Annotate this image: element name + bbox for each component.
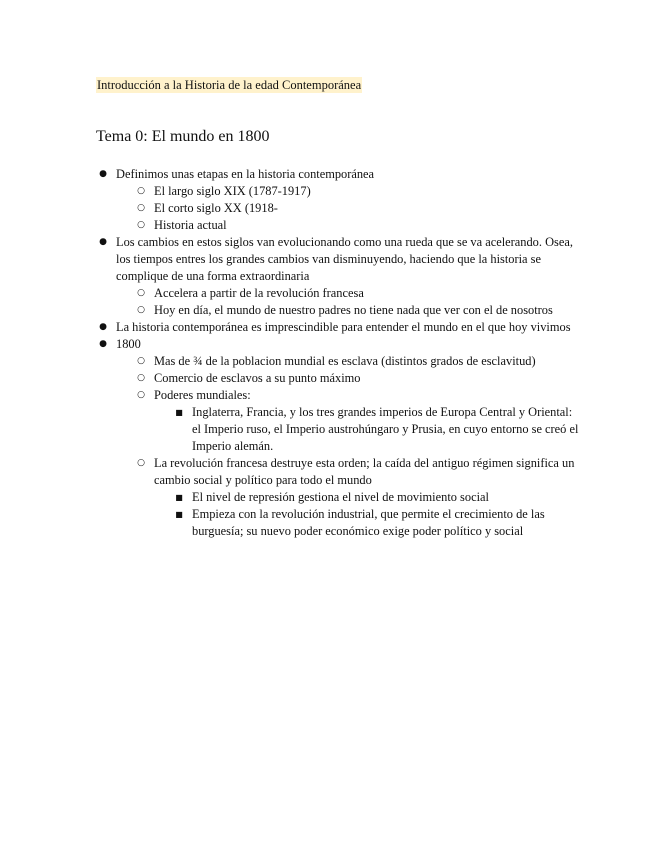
list-item-text: Mas de ¾ de la poblacion mundial es esclava (distintos grados de esclavitud) — [154, 354, 536, 368]
bullet-square-icon: ■ — [175, 408, 183, 417]
list-item-text: Hoy en día, el mundo de nuestro padres no tiene nada que ver con el de nosotros — [154, 303, 553, 317]
list-item-text: Inglaterra, Francia, y los tres grandes imperios de Europa Central y Oriental: el Imperio ruso, el Imperio austrohúngaro y Prusia, en cuyo entorno se creó el Imperio alemán. — [192, 405, 579, 453]
notes-list — [96, 166, 582, 540]
course-title: Introducción a la Historia de la edad Contemporánea — [97, 78, 362, 92]
bullet-circle-icon: ○ — [137, 373, 145, 383]
list-item-text: El corto siglo XX (1918- — [154, 201, 278, 215]
topic-heading: Tema 0: El mundo en 1800 — [96, 128, 270, 145]
list-item — [134, 353, 582, 370]
list-item-text: Accelera a partir de la revolución francesa — [154, 286, 364, 300]
bullet-square-icon: ■ — [175, 493, 183, 502]
bullet-disc-icon: ● — [99, 169, 107, 179]
list-item — [172, 506, 582, 540]
list-item — [96, 319, 582, 336]
bullet-disc-icon: ● — [99, 237, 107, 247]
list-item — [134, 183, 582, 200]
bullet-disc-icon: ● — [99, 322, 107, 332]
list-item-text: Poderes mundiales: — [154, 388, 251, 402]
list-item-text: La revolución francesa destruye esta orden; la caída del antiguo régimen significa un cambio social y político para todo el mundo — [154, 456, 575, 487]
list-item-text: Empieza con la revolución industrial, que permite el crecimiento de las burguesía; su nuevo poder económico exige poder político y social — [192, 507, 545, 538]
list-item — [134, 387, 582, 455]
list-item-text: El largo siglo XIX (1787-1917) — [154, 184, 311, 198]
bullet-square-icon: ■ — [175, 510, 183, 519]
bullet-circle-icon: ○ — [137, 458, 145, 468]
list-item — [96, 166, 582, 234]
list-item-text: El nivel de represión gestiona el nivel de movimiento social — [192, 490, 489, 504]
list-item — [172, 404, 582, 455]
list-item — [134, 217, 582, 234]
list-item-text: Historia actual — [154, 218, 227, 232]
list-item — [134, 302, 582, 319]
bullet-circle-icon: ○ — [137, 186, 145, 196]
list-item — [96, 234, 582, 319]
bullet-disc-icon: ● — [99, 339, 107, 349]
bullet-circle-icon: ○ — [137, 356, 145, 366]
list-item-text: La historia contemporánea es imprescindible para entender el mundo en el que hoy vivimos — [116, 320, 571, 334]
list-item — [134, 370, 582, 387]
bullet-circle-icon: ○ — [137, 288, 145, 298]
list-item-text: Los cambios en estos siglos van evolucionando como una rueda que se va acelerando. Osea, los tiempos entres los grandes cambios van disminuyendo, haciendo que la historia se complique de una forma extraordinaria — [116, 235, 573, 283]
list-item-text: 1800 — [116, 337, 141, 351]
list-item — [172, 489, 582, 506]
list-item — [96, 336, 582, 540]
bullet-circle-icon: ○ — [137, 203, 145, 213]
bullet-circle-icon: ○ — [137, 220, 145, 230]
bullet-circle-icon: ○ — [137, 305, 145, 315]
bullet-circle-icon: ○ — [137, 390, 145, 400]
list-item — [134, 200, 582, 217]
list-item — [134, 285, 582, 302]
list-item — [134, 455, 582, 540]
list-item-text: Comercio de esclavos a su punto máximo — [154, 371, 361, 385]
list-item-text: Definimos unas etapas en la historia contemporánea — [116, 167, 375, 181]
